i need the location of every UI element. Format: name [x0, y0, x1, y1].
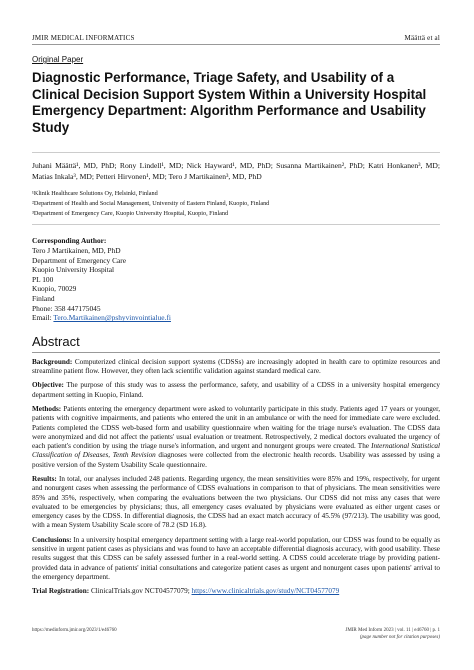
abstract-results: [32, 475, 440, 531]
objective-label: Objective:: [32, 381, 64, 390]
corresponding-dept: Department of Emergency Care: [32, 255, 127, 265]
corresponding-org: Kuopio University Hospital: [32, 265, 115, 275]
objective-text: The purpose of this study was to assess the performance, safety, and usability of a CDSS in a university hospital emergency department setting in Kuopio, Finland.: [32, 381, 440, 399]
results-label: Results:: [32, 474, 57, 483]
abstract-heading: Abstract: [32, 334, 440, 353]
conclusions-label: Conclusions:: [32, 535, 72, 544]
page-footer: [32, 627, 440, 641]
corresponding-email-line: [32, 313, 440, 323]
footer-citation: [345, 627, 440, 641]
corresponding-phone: Phone: 358 447175045: [32, 303, 101, 313]
methods-text-italic: International Statistical Classification of Diseases, Tenth Revision: [32, 442, 440, 460]
author-list: Juhani Määttä¹, MD, PhD; Rony Lindell¹, MD; Nick Hayward¹, MD, PhD; Susanna Martikainen², PhD; Katri Honkanen³, MD; Matias Inkala³, MD; Petteri Hirvonen¹, MD; Tero J Martikainen³, MD, PhD: [32, 161, 440, 182]
corresponding-name: Tero J Martikainen, MD, PhD: [32, 245, 121, 255]
methods-text-b: diagnoses were collected from the electronic health records. Usability was assessed by using a positive version of the System Usability Scale questionnaire.: [32, 451, 440, 469]
abstract-objective: [32, 381, 440, 400]
email-label: Email:: [32, 313, 54, 323]
affiliation-2: ²Department of Health and Social Management, University of Eastern Finland, Kuopio, Finland: [32, 200, 270, 208]
results-text: In total, our analyses included 248 patients. Regarding urgency, the mean sensitivities were 85% and 19%, respectively, for urgent and nonurgent cases when assessing the performance of CDSS evaluations in comparison to that of physicians. The mean sensitivities were 85% and 35%, respectively, when comparing the evaluations between the two physicians. Our CDSS did not miss any cases that were evaluated to be emergencies by physicians; thus, all emergency cases evaluated by physicians were evaluated as either urgent cases or emergency cases by the CDSS. In differential diagnosis, the CDSS had an exact match accuracy of 45.5% (97/213). The usability was good, with a mean System Usability Scale score of 78.2 (SD 16.8).: [32, 474, 440, 530]
paper-title: Diagnostic Performance, Triage Safety, and Usability of a Clinical Decision Support System Within a University Hospital Emergency Department: Algorithm Performance and Usability Study: [32, 70, 427, 135]
abstract-trial: [32, 587, 440, 596]
page: [32, 34, 440, 597]
header-rule: [32, 44, 440, 45]
methods-label: Methods:: [32, 404, 62, 413]
abstract-background: [32, 358, 440, 377]
corresponding-box: PL 100: [32, 274, 54, 284]
conclusions-text: In a university hospital emergency department setting with a large real-world population, our CDSS was found to be equally as sensitive in urgent patient cases as physicians and was found to have an acceptable differential diagnosis accuracy, with good usability. These results suggest that this CDSS can be safely assessed further in a real-world setting. A CDSS could accelerate triage by providing patient-provided data in advance of patients' initial consultations and categorize patient cases as urgent and nonurgent cases upon patients' arrival to the emergency department.: [32, 535, 440, 581]
footer-note: (page number not for citation purposes): [359, 635, 440, 640]
running-head: [32, 34, 440, 42]
affiliation-1: ¹Klinik Healthcare Solutions Oy, Helsinki, Finland: [32, 190, 158, 198]
corresponding-country: Finland: [32, 293, 55, 303]
email-link[interactable]: Tero.Martikainen@pshyvinvointialue.fi: [53, 313, 171, 323]
abstract-conclusions: [32, 536, 440, 582]
footer-citation-text: JMIR Med Inform 2023 | vol. 11 | e46760 | p. 1: [345, 628, 440, 633]
footer-url: https://medinform.jmir.org/2023/1/e46760: [32, 628, 117, 633]
background-label: Background:: [32, 357, 73, 366]
abstract-methods: [32, 405, 440, 470]
journal-name: JMIR MEDICAL INFORMATICS: [32, 34, 135, 42]
authors-short: Määttä et al: [404, 34, 440, 42]
corresponding-heading: Corresponding Author:: [32, 236, 107, 246]
affiliations: [32, 189, 440, 219]
trial-label: Trial Registration:: [32, 587, 90, 596]
affiliation-3: ³Department of Emergency Care, Kuopio University Hospital, Kuopio, Finland: [32, 210, 229, 218]
trial-link[interactable]: https://www.clinicaltrials.gov/study/NCT04577079: [191, 587, 340, 596]
trial-text: ClinicalTrials.gov NCT04577079;: [89, 587, 192, 596]
authors-block: [32, 152, 440, 225]
corresponding-author: [32, 236, 440, 322]
background-text: Computerized clinical decision support systems (CDSSs) are increasingly adopted in health care to optimize resources and streamline patient flow. However, they often lack scientific validation against standard medical care.: [32, 357, 440, 376]
corresponding-city: Kuopio, 70029: [32, 284, 77, 294]
methods-text-a: Patients entering the emergency department were asked to voluntarily participate in this study. Patients aged 17 years or younger, patients with cognitive impairments, and patients who entered the unit in an ambulance or with the need for immediate care were excluded. Patients completed the CDSS web-based form and usability questionnaire when waiting for the triage nurse's evaluation. The CDSS data were anonymized and did not affect the patients' usual evaluation or treatment. Retrospectively, 2 medical doctors evaluated the urgency of each patient's condition by using the triage nurse's information, and urgent and nonurgent groups were created. The: [32, 404, 440, 451]
section-tag: Original Paper: [32, 55, 84, 64]
